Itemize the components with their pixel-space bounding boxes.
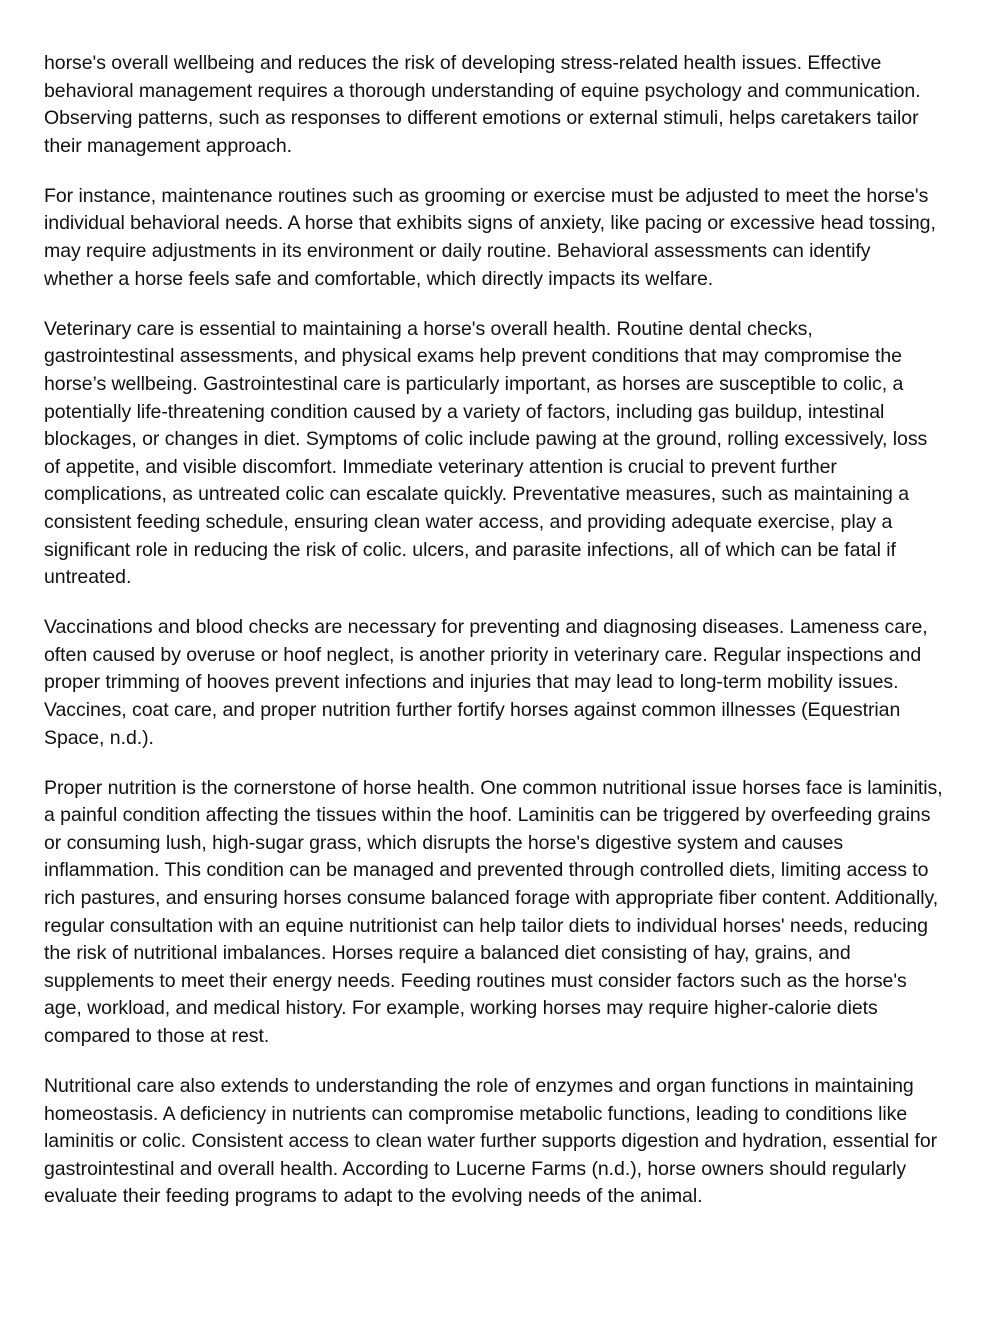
paragraph-nutritional-care: Nutritional care also extends to understanding the role of enzymes and organ functions in maintaining homeostasis. A deficiency in nutrients can compromise metabolic functions, leading to conditions like laminitis or colic. Consistent access to clean water further supports digestion and hydration, essential for gastrointestinal and overall health. According to Lucerne Farms (n.d.), horse owners should regularly evaluate their feeding programs to adapt to the evolving needs of the animal.	[44, 1075, 938, 1208]
paragraph-proper-nutrition: Proper nutrition is the cornerstone of horse health. One common nutritional issue horses face is laminitis, a painful condition affecting the tissues within the hoof. Laminitis can be triggered by overfeeding grains or consuming lush, high-sugar grass, which disrupts the horse's digestive system and causes inflammation. This condition can be managed and prevented through controlled diets, limiting access to rich pastures, and ensuring horses consume balanced forage with appropriate fiber content. Additionally, regular consultation with an equine nutritionist can help tailor diets to individual horses' needs, reducing the risk of nutritional imbalances. Horses require a balanced diet consisting of hay, grains, and supplements to meet their energy needs. Feeding routines must consider factors such as the horse's age, workload, and medical history. For example, working horses may require higher-calorie diets compared to those at rest.	[44, 776, 943, 1047]
paragraph-veterinary-care: Veterinary care is essential to maintaining a horse's overall health. Routine dental checks, gastrointestinal assessments, and physical exams help prevent conditions that may compromise the horse’s wellbeing. Gastrointestinal care is particularly important, as horses are susceptible to colic, a potentially life-threatening condition caused by a variety of factors, including gas buildup, intestinal blockages, or changes in diet. Symptoms of colic include pawing at the ground, rolling excessively, loss of appetite, and visible discomfort. Immediate veterinary attention is crucial to prevent further complications, as untreated colic can escalate quickly. Preventative measures, such as maintaining a consistent feeding schedule, ensuring clean water access, and providing adequate exercise, play a significant role in reducing the risk of colic. ulcers, and parasite infections, all of which can be fatal if untreated.	[44, 317, 928, 589]
paragraph-maintenance-routines: For instance, maintenance routines such as grooming or exercise must be adjusted to meet the horse's individual behavioral needs. A horse that exhibits signs of anxiety, like pacing or excessive head tossing, may require adjustments in its environment or daily routine. Behavioral assessments can identify whether a horse feels safe and comfortable, which directly impacts its welfare.	[44, 184, 936, 290]
paragraph-vaccinations: Vaccinations and blood checks are necessary for preventing and diagnosing diseases. Lameness care, often caused by overuse or hoof neglect, is another priority in veterinary care. Regular inspections and proper trimming of hooves prevent infections and injuries that may lead to long-term mobility issues. Vaccines, coat care, and proper nutrition further fortify horses against common illnesses (Equestrian Space, n.d.).	[44, 616, 928, 749]
document-body	[44, 50, 944, 1234]
paragraph-behavioral-management: horse's overall wellbeing and reduces the risk of developing stress-related health issues. Effective behavioral management requires a thorough understanding of equine psychology and communication. Observing patterns, such as responses to different emotions or external stimuli, helps caretakers tailor their management approach.	[44, 52, 921, 157]
